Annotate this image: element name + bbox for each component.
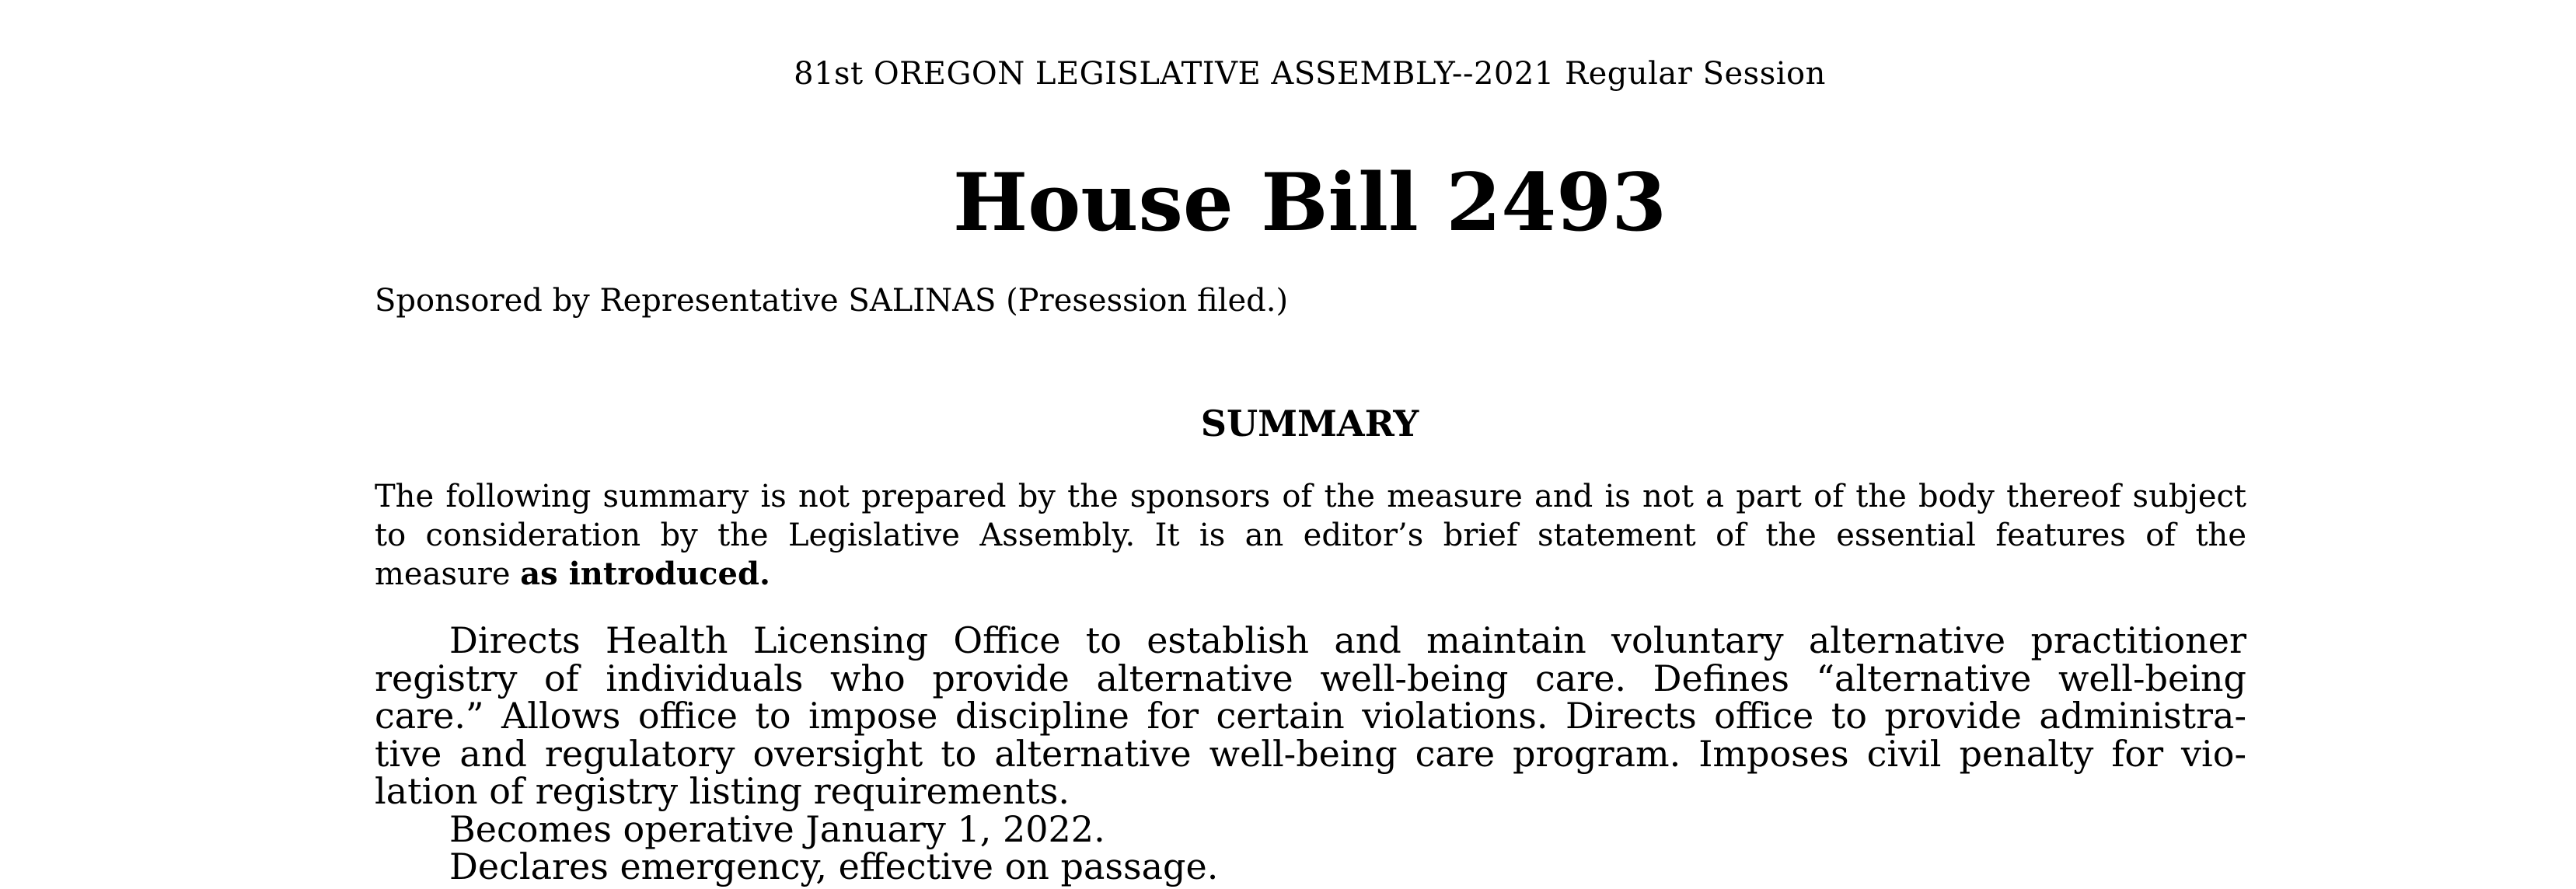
summary-intro-line — [375, 555, 2246, 594]
summary-intro-line: The following summary is not prepared by the sponsors of the measure and is not a part of the body thereof subject — [375, 479, 2246, 514]
summary-intro-paragraph — [375, 477, 2246, 594]
summary-body-line: registry of individuals who provide alternative well-being care. Defines “alternative well-being — [375, 657, 2246, 699]
summary-body-line: care.” Allows office to impose discipline for certain violations. Directs office to provide administra- — [375, 695, 2246, 737]
summary-heading: SUMMARY — [1200, 403, 1419, 444]
bill-title: House Bill 2493 — [952, 156, 1667, 249]
summary-intro-last-text: measure — [375, 556, 521, 592]
summary-body-line: Directs Health Licensing Office to establish and maintain voluntary alternative practitioner — [449, 619, 2246, 661]
summary-body-paragraph — [375, 619, 2246, 887]
operative-date-line: Becomes operative January 1, 2022. — [449, 807, 1105, 850]
as-introduced-text: as introduced. — [520, 556, 770, 592]
session-header: 81st OREGON LEGISLATIVE ASSEMBLY--2021 Regular Session — [794, 56, 1826, 92]
emergency-clause-line: Declares emergency, effective on passage. — [449, 845, 1219, 887]
summary-body-line: lation of registry listing requirements. — [375, 770, 1070, 812]
sponsor-line: Sponsored by Representative SALINAS (Presession filed.) — [375, 283, 1289, 319]
summary-body-line: tive and regulatory oversight to alternative well-being care program. Imposes civil penalty for vio- — [375, 732, 2246, 775]
summary-intro-line: to consideration by the Legislative Assembly. It is an editor’s brief statement of the essential features of the — [375, 518, 2246, 553]
